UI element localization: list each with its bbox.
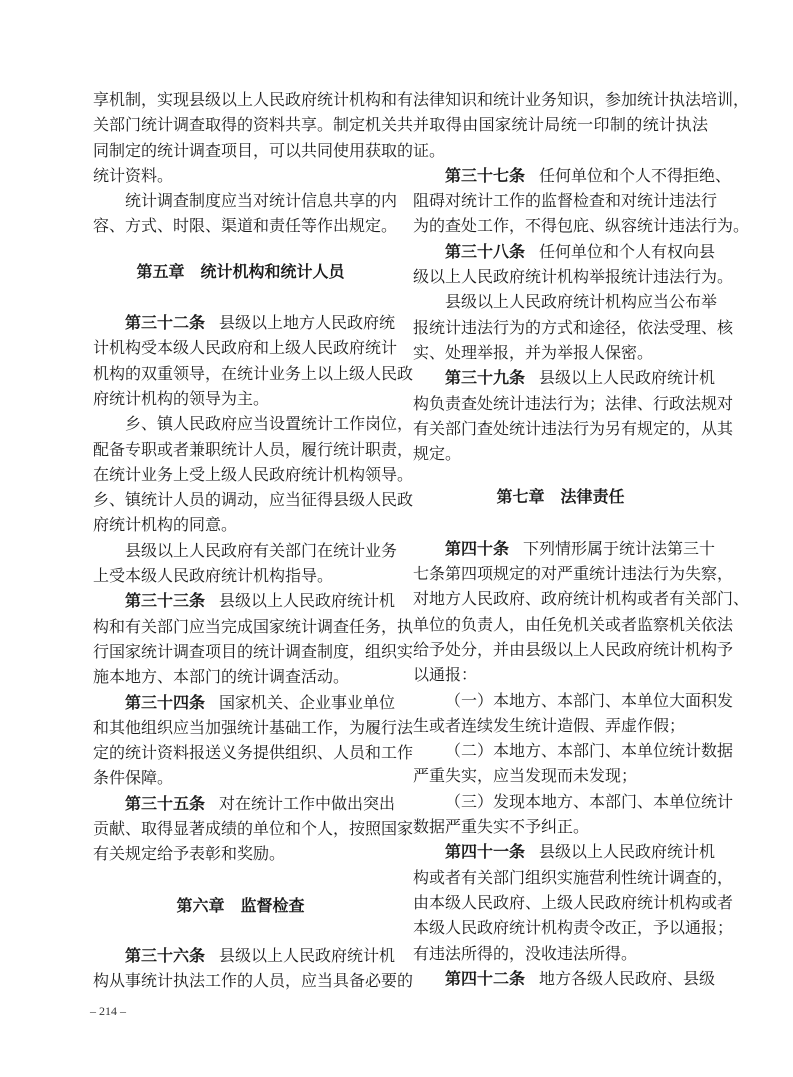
line-text: 构从事统计执法工作的人员，应当具备必要的 [93, 971, 414, 991]
text-line [413, 713, 708, 738]
article-label: 第三十五条 [125, 793, 206, 813]
text-line [413, 612, 734, 637]
line-text: 施本地方、本部门的统计调查活动。 [93, 667, 350, 687]
article-paragraph [93, 310, 414, 411]
chapter-heading [93, 259, 388, 284]
text-line [413, 814, 708, 839]
paragraph [93, 538, 398, 589]
chapter-heading [413, 484, 708, 509]
text-line [413, 637, 734, 662]
paragraph [413, 87, 750, 163]
text-line [413, 839, 716, 864]
line-text: 证。 [413, 140, 446, 160]
text-line [413, 536, 716, 561]
right-column [413, 87, 750, 991]
chapter-title: 法律责任 [560, 487, 625, 507]
text-line [93, 462, 414, 487]
line-text: 为的查处工作，不得包庇、纵容统计违法行为。 [413, 216, 750, 236]
line-text: 任何单位和个人有权向县 [539, 241, 716, 261]
text-line [413, 561, 734, 586]
line-text: （二）本地方、本部门、本单位统计数据 [445, 741, 734, 761]
text-line [93, 588, 396, 613]
text-line [413, 340, 708, 365]
line-text: 有关规定给予表彰和奖励。 [93, 844, 286, 864]
article-paragraph [413, 536, 750, 688]
text-line [413, 915, 734, 940]
line-text: 有关部门查处统计违法行为另有规定的，从其 [413, 418, 734, 438]
paragraph [93, 87, 414, 188]
article-label: 第四十条 [445, 538, 510, 558]
line-text: 统计资料。 [93, 165, 174, 185]
article-paragraph [93, 690, 414, 791]
paragraph [93, 188, 398, 239]
text-line [413, 441, 708, 466]
line-text: 府统计机构的领导为主。 [93, 388, 270, 408]
text-line [93, 740, 414, 765]
article-label: 第三十九条 [445, 368, 526, 388]
text-line [413, 365, 716, 390]
text-line [413, 112, 708, 137]
text-line [413, 138, 708, 163]
line-text: 并取得由国家统计局统一印制的统计执法 [413, 115, 708, 135]
line-text: 县级以上地方人民政府统 [219, 313, 396, 333]
text-line [93, 538, 398, 563]
line-text: 享机制，实现县级以上人民政府统计机构和有 [93, 90, 414, 109]
line-text: （一）本地方、本部门、本单位大面积发 [445, 690, 734, 710]
line-text: 生或者连续发生统计造假、弄虚作假； [413, 715, 686, 735]
text-line [413, 213, 750, 238]
line-text: 乡、镇人民政府应当设置统计工作岗位， [125, 414, 414, 434]
paragraph [413, 789, 734, 840]
article-paragraph [93, 943, 414, 994]
paragraph [413, 688, 734, 739]
chapter-heading [93, 893, 388, 918]
line-text: 和其他组织应当加强统计基础工作，为履行法 [93, 717, 414, 737]
line-text: 任何单位和个人不得拒绝、 [539, 165, 732, 185]
text-line [93, 563, 388, 588]
text-line [413, 941, 708, 966]
text-line [413, 239, 716, 264]
line-text: 机构的双重领导，在统计业务上以上级人民政 [93, 363, 414, 383]
paragraph [413, 289, 734, 365]
line-text: 七条第四项规定的对严重统计违法行为失察， [413, 564, 734, 584]
text-line [413, 865, 734, 890]
line-text: 县级以上人民政府统计机 [539, 368, 716, 388]
text-line [93, 968, 414, 993]
line-text: 县级以上人民政府统计机 [539, 842, 716, 862]
line-text: 下列情形属于统计法第三十 [523, 538, 716, 558]
text-line [93, 335, 398, 360]
line-text: 严重失实，应当发现而未发现； [413, 766, 638, 786]
text-line [413, 662, 708, 687]
text-line [93, 664, 388, 689]
line-text: 配备专职或者兼职统计人员，履行统计职责， [93, 439, 414, 459]
chapter-title: 统计机构和统计人员 [200, 261, 345, 281]
line-text: 有违法所得的，没收违法所得。 [413, 943, 638, 963]
line-text: 条件保障。 [93, 768, 174, 788]
page-number: – 214 – [90, 1004, 126, 1018]
line-text: 县级以上人民政府统计机构应当公布举 [445, 292, 718, 312]
text-line [93, 487, 414, 512]
article-paragraph [93, 791, 414, 867]
line-text: 县级以上人民政府统计机 [219, 591, 396, 611]
line-text: 规定。 [413, 444, 462, 464]
text-line [413, 789, 734, 814]
text-line [413, 87, 750, 112]
line-text: 同制定的统计调查项目，可以共同使用获取的 [93, 140, 414, 160]
article-label: 第三十三条 [125, 591, 206, 611]
text-line [93, 213, 398, 238]
line-text: 级以上人民政府统计机构举报统计违法行为。 [413, 267, 734, 287]
line-text: 单位的负责人，由任免机关或者监察机关依法 [413, 614, 734, 634]
text-line [93, 112, 414, 137]
text-line [413, 416, 734, 441]
line-text: 对地方人民政府、政府统计机构或者有关部门、 [413, 589, 750, 609]
line-text: 在统计业务上受上级人民政府统计机构领导。 [93, 464, 414, 484]
line-text: 由本级人民政府、上级人民政府统计机构或者 [413, 892, 734, 912]
line-text: 县级以上人民政府有关部门在统计业务 [125, 540, 398, 560]
line-text: 行国家统计调查项目的统计调查制度，组织实 [93, 641, 414, 661]
line-text: 法律知识和统计业务知识，参加统计执法培训， [413, 90, 750, 109]
line-text: 定的统计资料报送义务提供组织、人员和工作 [93, 743, 414, 763]
left-column [93, 87, 414, 994]
paragraph [93, 411, 414, 537]
text-line [93, 437, 414, 462]
line-text: 报统计违法行为的方式和途径，依法受理、核 [413, 317, 734, 337]
chapter-number: 第五章 [136, 261, 185, 281]
line-text: 构或者有关部门组织实施营利性统计调查的， [413, 867, 734, 887]
line-text: 容、方式、时限、渠道和责任等作出规定。 [93, 216, 398, 236]
text-line [413, 966, 716, 991]
text-line [413, 163, 732, 188]
line-text: 国家机关、企业事业单位 [219, 692, 396, 712]
article-label: 第四十一条 [445, 842, 526, 862]
line-text: 以通报： [413, 665, 478, 685]
line-text: 构和有关部门应当完成国家统计调查任务，执 [93, 616, 414, 636]
text-line [413, 763, 708, 788]
text-line [93, 614, 414, 639]
line-text: 实、处理举报，并为举报人保密。 [413, 342, 654, 362]
text-line [93, 361, 414, 386]
text-line [93, 512, 388, 537]
chapter-title: 监督检查 [240, 895, 305, 915]
text-line [93, 791, 396, 816]
text-line [93, 943, 396, 968]
line-text: 地方各级人民政府、县级 [539, 968, 716, 988]
article-label: 第三十二条 [125, 313, 206, 333]
text-line [413, 391, 734, 416]
article-label: 第三十六条 [125, 945, 206, 965]
line-text: 统计调查制度应当对统计信息共享的内 [125, 191, 398, 211]
text-line [93, 411, 414, 436]
text-line [93, 386, 388, 411]
text-line [413, 315, 734, 340]
text-line [93, 715, 414, 740]
article-label: 第三十四条 [125, 692, 206, 712]
line-text: 府统计机构的同意。 [93, 515, 238, 535]
text-line [93, 188, 398, 213]
line-text: 关部门统计调查取得的资料共享。制定机关共 [93, 115, 414, 135]
line-text: 乡、镇统计人员的调动，应当征得县级人民政 [93, 490, 414, 510]
article-label: 第三十七条 [445, 165, 526, 185]
text-line [93, 310, 396, 335]
article-paragraph [413, 365, 734, 466]
article-paragraph [413, 239, 734, 290]
article-label: 第三十八条 [445, 241, 526, 261]
text-line [413, 688, 734, 713]
text-line [93, 138, 414, 163]
line-text: 给予处分，并由县级以上人民政府统计机构予 [413, 639, 734, 659]
line-text: 县级以上人民政府统计机 [219, 945, 396, 965]
text-line [413, 264, 734, 289]
line-text: 上受本级人民政府统计机构指导。 [93, 566, 334, 586]
chapter-number: 第六章 [176, 895, 225, 915]
text-line [413, 586, 750, 611]
article-paragraph [93, 588, 414, 689]
line-text: 对在统计工作中做出突出 [219, 793, 396, 813]
line-text: 阻碍对统计工作的监督检查和对统计违法行 [413, 191, 718, 211]
line-text: 贡献、取得显著成绩的单位和个人，按照国家 [93, 819, 414, 839]
line-text: （三）发现本地方、本部门、本单位统计 [445, 791, 734, 811]
line-text: 数据严重失实不予纠正。 [413, 817, 590, 837]
line-text: 构负责查处统计违法行为；法律、行政法规对 [413, 393, 734, 413]
paragraph [413, 738, 734, 789]
text-line [413, 890, 734, 915]
article-label: 第四十二条 [445, 968, 526, 988]
text-line [413, 738, 734, 763]
text-line [93, 841, 388, 866]
chapter-number: 第七章 [496, 487, 545, 507]
text-line [93, 163, 388, 188]
text-line [93, 690, 396, 715]
article-paragraph [413, 163, 750, 239]
text-line [413, 289, 718, 314]
article-paragraph [413, 839, 734, 965]
line-text: 计机构受本级人民政府和上级人民政府统计 [93, 338, 398, 358]
text-line [93, 639, 414, 664]
text-line [93, 816, 414, 841]
article-paragraph [413, 966, 716, 991]
text-line [93, 87, 414, 112]
line-text: 本级人民政府统计机构责令改正，予以通报； [413, 918, 734, 938]
text-line [413, 188, 718, 213]
text-line [93, 765, 388, 790]
